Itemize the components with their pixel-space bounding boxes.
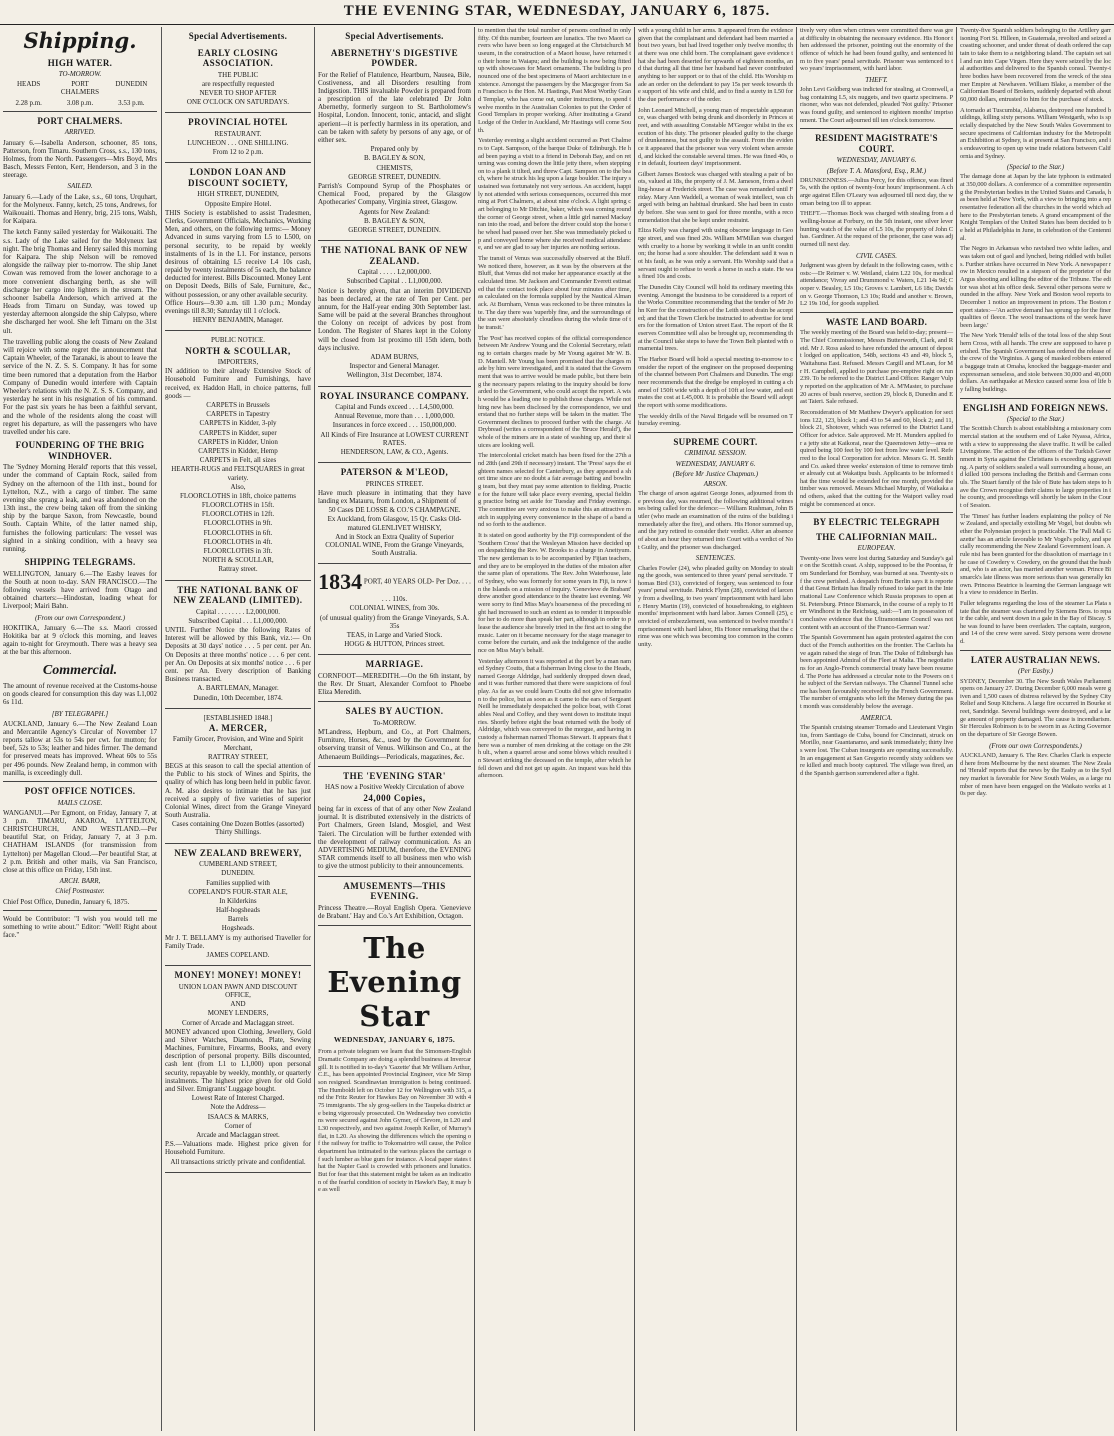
marriage-notice [318, 655, 471, 702]
ad-line: MONEY LENDERS, [207, 1009, 269, 1018]
ad-line: Subscribed Capital . . . L1,000,000. [188, 616, 288, 625]
special-note: (Special to the Star.) [1006, 163, 1065, 172]
divider [3, 781, 157, 782]
ad-line: Corner of [224, 1121, 252, 1130]
ad-national-bank-dividend [318, 241, 471, 386]
ad-line: RESTAURANT. [214, 129, 262, 138]
telegraph-text: The Spanish cruising steamer Tornado and Lieutenant Virginius, from Santiago de Cuba, bound for Cincinnati, struck on Morillo, near Guantanamo, and sank immediately; thirty lives were lost. The Cuban insurgents are operating successfully. In an engagement at San Gregorio recently sixty soldiers were killed and much booty captured. The village was fired, and the Spanish garrison surrendered after a fight. [800, 723, 953, 777]
ad-line: Subscribed Capital . . L1,000,000. [346, 277, 443, 286]
carpet-item: CARPETS in Kidder, Hemp [198, 446, 278, 455]
mails-close-label: MAILS CLOSE. [57, 798, 103, 807]
ad-title: NEW ZEALAND BREWERY, [174, 847, 302, 858]
ad-line: 50 Cases DE LOSSE & CO.'S CHAMPAGNE. [328, 506, 461, 515]
news-paragraph: The Dunedin City Council will hold its ordinary meeting this evening. Amongst the business to be considered is a report of the Works Committee recommending that the tender of Mr John Kerr for the construction of the Leith street drain be accepted; and that the Town Clerk be instructed to advertise for tenders for the formation of Union street East. The report of the Reserves Committee will also be brought up, recommending that the Council take steps to have the Town Belt planted with ornamental trees. [638, 284, 793, 353]
foreign-news-text: The Scottish Church is about establishing a missionary commercial station at the southern end of Lake Nyassa, Africa, with a view to suppressing the slave traffic. It will be called Livingstone. The action of the officers of the Turkish Government in Syria against the Christians is exceeding aggravating. A party of soldiers sealed a wall surrounding a house, and killed 100 persons including the British and German consuls. The Stuart family of the Isle of Bute has taken steps to have the Crown recognise their claims to large properties in the county, and proceedings will shortly be taken in the Court of Session. [960, 425, 1111, 509]
ad-signature: HOGG & HUTTON, Princes street. [344, 640, 445, 649]
ad-line: UNION LOAN PAWN AND DISCOUNT OFFICE, [178, 982, 298, 999]
divider [800, 312, 953, 313]
carpet-item: CARPETS in Felt, all sizes [199, 456, 277, 465]
ad-body: Parrish's Compound Syrup of the Phosphates or Chemical Food, prepared by the Glasgow Apothecaries' Company, Virginia street, Glasgow. [318, 181, 471, 207]
ad-line: Prepared only by [370, 145, 419, 154]
news-paragraph: Gilbert James Bostock was charged with stealing a pair of boots, valued at 18s, the property of J. M. Jameson, from a dwelling-house at Frederick street. The case was remanded until Friday. Mary Ann Waddell, a woman of weak intellect, was charged with being an habitual drunkard. She had been in custody before. She was sent to gaol for three months, with a recommendation that she be kept under restraint. [638, 170, 793, 224]
ad-union-loan [165, 966, 311, 1172]
floorcloth-item: FLOORCLOTHS in 18ft, choice patterns [179, 491, 297, 500]
divider [3, 910, 157, 911]
ad-line: DUNEDIN. [221, 869, 255, 878]
hokitika-text: HOKITIKA, January 6.—The s.s. Maori crossed Hokitika bar at 9 o'clock this morning, and leaves again to-night for Greymouth. There was a heavy sea at the bar this afternoon. [3, 623, 157, 657]
tide-head: HEADS [16, 80, 41, 89]
ad-title: THE NATIONAL BANK OF NEW ZEALAND. [320, 245, 469, 266]
telegraph-text: The New York 'Herald' tells of the total loss of the ship Southern Cross, with all hands. The crew are supposed to have perished. The Spanish Government has ordered the release of the crew of the Virginius. A gang of masked robbers entered a baggage train at Omaha, knocked the baggage-master and expressman senseless, and stole between 30,000 and 40,000 dollars. An earthquake at Mexico caused some loss of life by falling buildings. [960, 332, 1111, 394]
ad-line: NEVER TO SHOP AFTER [199, 88, 277, 97]
later-australian-heading: LATER AUSTRALIAN NEWS. [970, 654, 1101, 665]
news-paragraph: The 'Post' has received copies of the official correspondence between Mr Andrew Young and the Colonial Secretary, relating to certain charges made by Mr Young against Mr W. B. D. Mantell. Mr Young has been promised that the charges made by him were investigated, and it is stated that the Government that was to arrive would be made public, but there being the necessary papers relating to the inquiry should be forwarded to the Government, who could accept the report. A wish would be a leading one to publish those charges. While nothing new has been disclosed by the correspondence, we understand that no further steps will be taken in the matter. The Government declines to proceed further with the charge. At Drybread (writes a correspondent of the 'Bruce Herald'), the whole of the miners are in a state of washing up, and their sluices are looking well. [478, 334, 631, 449]
ad-title: ABERNETHY'S DIGESTIVE POWDER. [330, 47, 459, 69]
ad-body: For the Relief of Flatulence, Heartburn, Nausea, Bile, Costiveness, and all Disorders resulting from Indigestion. THIS invaluable Powder is prepared from a prescription of the late celebrated Dr John Abernethy, formerly surgeon to St. Bartholomew's Hospital, London. Innocent, tonic, antacid, and slight aperient—it is perfectly harmless in its operation, and can be taken with safety by persons of any age, or of either sex. [318, 70, 471, 145]
ad-line: [ESTABLISHED 1848.] [203, 713, 273, 722]
ad-body: P.S.—Valuations made. Highest price given for Household Furniture. [165, 1140, 311, 1157]
postmaster-name: ARCH. BARR, [59, 877, 101, 886]
divider [638, 432, 793, 433]
court-before: (Before Mr Justice Chapman.) [672, 469, 759, 478]
ad-body: Office Hours—9.30 a.m. till 1.30 p.m.; Monday evenings till 8.30; Saturday till 1 o'clock. [165, 298, 311, 316]
tide-table-heads [3, 80, 157, 96]
ad-line: CHEMISTS, [376, 163, 413, 172]
telegraph-text: Twenty-one lives were lost during Saturday and Sunday's gale on the Scottish coast. A ship, supposed to be the Poonisa, from Sunderland for Bombay, was burned at sea. Twenty-six of the crew perished. A despatch from Berlin says it is reported that Great Britain has finally refused to take part in the International Law Conference which Russia proposes to open at St. Petersburg. Prince Bismarck, in the course of a reply to Herr Windhorst in the Reichstag, said:—'I am in possession of conclusive evidence that the Ultramontane Council was not content with an account of the Franco-German war.' [800, 554, 953, 631]
ad-body: M'Landress, Hepburn, and Co., at Port Chalmers, Furniture, Horses, &c., used by the Government for observing transit of Venus. Wilkinson and Co., at the Athenaeum Buildings—Periodicals, magazines, &c. [318, 728, 471, 761]
ad-title: EARLY CLOSING ASSOCIATION. [197, 47, 279, 69]
ad-line: Capital . . . . . . . . L2,000,000. [196, 607, 280, 616]
ad-line: And in Stock an Extra Quality of Superior COLONIAL WINE, From the Grange Vineyards, South Australia. [325, 532, 464, 558]
ad-abernethy [318, 44, 471, 242]
news-paragraph: The weekly drills of the Naval Brigade will be resumed on Thursday evening. [638, 412, 793, 428]
foundering-text: The 'Sydney Morning Herald' reports that this vessel, under the command of Captain Rock, sailed from Sydney on the afternoon of the 11th inst., bound for Lyttelton, N.Z., with a cargo of timber. The same evening she sprang a leak, and was abandoned on the 13th inst., the crew being taken off from the sinking ship by the barque Saxon, from Newcastle, bound South. Captain White, of the latter named ship, furnishes the following particulars: The vessel was sighted in a sinking condition, with a heavy sea running. [3, 463, 157, 553]
ad-hogg-hutton [318, 564, 471, 655]
special-note: (Special to the Star.) [1006, 415, 1065, 424]
ad-line: COPELAND'S FOUR-STAR ALE, [188, 887, 288, 896]
telegraph-text: The Spanish Government has again protested against the conduct of the French authorities on the frontier. The Carlists have again raised the siege of Irun. The Duke of Edinburgh has been appointed Admiral of the Fleet at Malta. The negotiations for an Anglo-French commercial treaty have been resumed. The Porte has addressed a circular note to the Powers on the subject of the Servian railways. The Channel Tunnel scheme has been favourably received by the French Government. The number of emigrants who left the Mersey during the past month was considerably below the average. [800, 634, 953, 711]
court-report: tively very often when crimes were committed there was great difficulty in obtaining the necessary evidence. His Honor then addressed the prisoner, pointing out the enormity of the offence of which he had been found guilty, and sentenced him to five years' penal servitude. Prisoner was sentenced to two years' imprisonment, with hard labor. [800, 27, 953, 73]
ad-signature: B. BAGLEY & SON, [364, 216, 425, 225]
ad-line: PUBLIC NOTICE. [210, 336, 266, 345]
court-report: Charles Fowler (24), who pleaded guilty on Monday to stealing the goods, was sentenced to three years' penal servitude. Thomas Bird (31), convicted of forgery, was sentenced to four years' penal servitude. Patrick Flynn (28), convicted of larceny from a dwelling, to two years' imprisonment with hard labor. Henry Martin (19), convicted of housebreaking, to eighteen months' imprisonment with hard labor. James Connell (25), convicted of embezzlement, was sentenced to twelve months' imprisonment with hard labor, His Honor remarking that the crime was one which was becoming too common in the community. [638, 564, 793, 649]
foreign-news-text: Fuller telegrams regarding the loss of the steamer La Plata state that the steamer was chartered by Siemens Bros. to repair the cable, and went down in a gale in the Bay of Biscay. She was found to have been overladen. The captain, surgeon, and 14 of the crew were saved. Sixty persons were drowned. [960, 599, 1111, 646]
america-heading: AMERICA. [860, 713, 893, 722]
ad-line: Families supplied with [206, 878, 270, 887]
floorcloth-item: FLOORCLOTHS in 12ft. [201, 510, 275, 519]
floorcloth-item: FLOORCLOTHS in 3ft. [203, 547, 273, 556]
ad-signature: HENRY BENJAMIN, Manager. [192, 316, 284, 325]
ad-title: A. MERCER, [208, 722, 268, 733]
ad-line: PRINCES STREET. [365, 479, 424, 488]
special-ads-heading: Special Advertisements. [188, 31, 288, 41]
civil-cases-heading: CIVIL CASES. [855, 251, 898, 260]
commercial-heading: Commercial. [42, 662, 118, 678]
column-advertisements-editorial [315, 27, 474, 1431]
high-water-heading: HIGH WATER. [47, 57, 113, 68]
telegraph-text: The Negro in Arkansas who ravished two white ladies, and was taken out of gaol and lynched, being riddled with bullets. Further strikes have occurred in New York. A newspaper row in Mexico resulted in a stepson of the proprietor of the Argus shooting and killing the editor of the Tribune. The editor was shot at his office desk. Several other persons were wounded in the affray. New York and Boston wool reports to December 1 notice an improvement in prices. The Boston report states:—'An active demand has sprung up for the finer qualities of fleece. The wool transactions of the week have been large.' [960, 245, 1111, 329]
ad-line: Capital and Funds exceed . . . L4,500,000. [335, 403, 454, 412]
ad-line: RATTRAY STREET, [207, 752, 269, 761]
tide-table-times [3, 99, 157, 107]
ad-evening-star-circulation [318, 767, 471, 877]
divider [960, 650, 1111, 651]
ad-line: Rattray street. [218, 565, 258, 574]
ad-signature: ADAM BURNS, [370, 353, 419, 362]
ad-title: NORTH & SCOULLAR, [185, 345, 291, 356]
ad-body: THIS Society is established to assist Tradesmen, Clerks, Government Officials, Mechanics, Working Men, and others, on the following terms:— Money Advanced in sums varying from L5 to L500, on personal security, to be repaid by weekly instalments of 1s in the L1. For instance, persons desirous of obtaining L5 receive L4 10s cash, repaid by twenty instalments of 5s each, the balance deducted for interest. Bills Discounted. Money Lent on Deposit Deeds, Bills of Sale, Furniture, &c., without possession, or any other available security. [165, 208, 311, 299]
ad-title: SALES BY AUCTION. [345, 706, 444, 717]
ad-line: All transactions strictly private and confidential. [170, 1157, 306, 1166]
tide-time: 2.28 p.m. [15, 98, 42, 107]
post-footer: Chief Post Office, Dunedin, January 6, 1875. [3, 897, 130, 906]
court-date: WEDNESDAY, JANUARY 6. [675, 459, 756, 468]
ad-line: AND [230, 1000, 246, 1009]
per-easby-note: (Per Easby.) [1018, 667, 1053, 676]
correspondent-note: (From our own Correspondent.) [34, 613, 126, 622]
board-report: The weekly meeting of the Board was held to-day; present—The Chief Commissioner, Messrs Butterworth, Clark, and Reid. Mr J. Ross asked to have refunded the amount of deposit lodged on application, 548b, sections 43 and 49, block 5, Waitahuna East. Refused. Messrs Cargill and M'Lean, for Mr H. Campbell, applied to purchase pre-emptive right on run 239. To be referred to the District Land Officer. Ranger Vulpy reported on the application of Mr A. M'Master, to purchase 20 acres of bush reserve, section 29, block 8, Dunedin and East Taieri. Sale refused. [800, 329, 953, 406]
arson-heading: ARSON. [703, 479, 728, 488]
ad-line: (of unusual quality) from the Grange Vineyards, S.A. 35s [319, 613, 470, 630]
amusements-notice [318, 877, 471, 926]
ad-line: Arcade and Maclaggan street. [196, 1130, 280, 1139]
foundering-heading: FOUNDERING OF THE BRIG WINDHOVER. [15, 440, 145, 461]
telegrams-text: WELLINGTON, January 6.—The Easby leaves for the South at noon to-day. SAN FRANCISCO.—The following vessels have arrived from Otago and obtained charters:—Hindostan, loading wheat for Liverpool; Mairi Bahn. [3, 569, 157, 611]
ad-mercer [165, 709, 311, 844]
sailed-text: January 6.—Lady of the Lake, s.s., 60 tons, Urquhart, for the Molyneux. Fanny, ketch, 25 tons, Andrews, for Waikouaiti. Thomas and Henry, brig, 215 tons, Walsh, for Kaipara. [3, 192, 157, 226]
ad-line: Agents for New Zealand: [359, 207, 430, 216]
news-paragraph: to mention that the total number of persons confined in only fifty. Of this number, fourteen are lunatics. The two Maori carvers who have been so long engaged at the Christchurch Museum, in the construction of a Maori house, have returned to their home in Waiapu; and the building is now being fitted up with showcases for Maori ornaments. The building is pronounced one of the best specimens of Maori architecture in existence. Amongst the passengers by the Macgregor from San Francisco is the Hon. M. Hastings, Past Most Worthy Grand Templar, who has come out, under instructions, to spend twelve months in the Australian Colonies to put the Order of Good Templars in proper working. After instituting a Grand Lodge of the Order in Auckland, Mr Hastings will come South. [478, 27, 631, 134]
ad-line: Insurances in force exceed . . . 150,000,000. [332, 421, 457, 430]
ad-line: Inspector and General Manager. [349, 362, 440, 371]
ad-loan-society [165, 163, 311, 331]
ad-line [318, 569, 471, 603]
masthead-title: THE EVENING STAR, WEDNESDAY, JANUARY 6, 1875. [343, 3, 771, 20]
ad-line: TEAS, in Large and Varied Stock. [346, 630, 443, 639]
court-report: John Levi Goldberg was indicted for stealing, at Cromwell, a bag containing L5, six nuggets, and two quartz specimens. Prisoner, who was not defended, pleaded 'Not guilty.' Prisoner was found guilty, and sentenced to eighteen months' imprisonment. The Court adjourned till ten o'clock tomorrow. [800, 86, 953, 124]
ad-signature: HENDERSON, LAW, & CO., Agents. [340, 448, 449, 457]
ad-signature: JAMES COPELAND. [206, 951, 270, 960]
port-heading: PORT CHALMERS. [37, 115, 123, 126]
telegraph-note: [BY TELEGRAPH.] [51, 709, 109, 718]
arrived-text: January 6.—Isabella Anderson, schooner, 85 tons, Patterson, from Timaru. Southern Cross, s.s., 130 tons, Holmes, from the North. Passengers—Mrs Boyd, Mrs Basch, Messrs Fenton, Kerr, Henderson, and 3 in the steerage. [3, 138, 157, 180]
postmaster-title: Chief Postmaster. [55, 887, 105, 896]
carpet-item: CARPETS in Kidder, super [199, 428, 277, 437]
telegrams-heading: SHIPPING TELEGRAMS. [24, 557, 136, 568]
ad-body: IN addition to their already Extensive Stock of Household Furniture and Furnishings, have received, ex Haddon Hall, in choice patterns, full goods — [165, 367, 311, 400]
ad-brewery [165, 844, 311, 967]
ad-body: Notice is hereby given, that an interim DIVIDEND has been declared, at the rate of Ten per Cent. per annum, for the Half-year ending 30th September last. Same will be paid at the several Branches throughout the Colony on receipt of advices by post from London. The Register of Shares kept in the Colony will be closed from 1st proximo till 15th idem, both days inclusive. [318, 286, 471, 352]
rm-court-heading: RESIDENT MAGISTRATE'S COURT. [815, 133, 938, 154]
ad-line: Note the Address— [210, 1103, 266, 1112]
ad-signature: B. BAGLEY & SON, [364, 154, 425, 163]
special-ads-heading: Special Advertisements. [345, 31, 444, 41]
ad-early-closing [165, 44, 311, 114]
port-year: 1834 [318, 569, 363, 595]
carpet-item: CARPETS in Kidder, 3-ply [199, 419, 277, 428]
theft-heading: THEFT. [865, 75, 888, 84]
divider [800, 512, 953, 513]
news-paragraph: It is stated on good authority by the Fiji correspondent of the 'Southern Cross' that the Wesleyan Mission have decided upon despatching the Rev. W. Brooks to a charge in Aneityum. The new gentleman is to be accompanied by Fijian teachers, and they are to be employed in the duties of the mission after the same plan of operations. The Rev. John Waterhouse, late of Sydney, who was formerly for some years in Fiji, is now in the Islands on a mission of inquiry. 'Genevieve de Brabant' drew another good attendance to the theatre last evening. We were sorry to find Miss May's hoarseness of the preceding night had increased to such an extent as to render it impossible for her to do more than speak her part, although in order to please the audience she bravely tried in the first act to sing the music. Later on it became necessary for the stage manager to come before the curtain, and ask the indulgence of the audience on Miss May's behalf. [478, 532, 631, 654]
wit-text: Would be Contributor: "I wish you would tell me something to write about." Editor: "Well! Right about face." [3, 914, 157, 940]
ad-paterson-mleod [318, 463, 471, 564]
tide-head: DUNEDIN [115, 80, 148, 89]
ad-title: LONDON LOAN AND DISCOUNT SOCIETY, [187, 167, 289, 188]
rm-before: (Before T. A. Mansford, Esq., R.M.) [826, 166, 927, 175]
court-report: Judgment was given by default in the following cases, with costs:—Dr Reimer v. W. Weiland, claim L22 10s, for medical attendance; Vivray and Drummond v. Waters, L21 14s 9d; Cooper v. Beasley, L5 10s; Groves v. Lambert, L6 18s; Davidson v. George Thomson, L3 10s; Rudd and another v. Brown, L2 19s 10d, for goods supplied. [800, 261, 953, 308]
correspondents-note: (From our own Correspondents.) [989, 741, 1082, 750]
port-text: PORT, 40 YEARS OLD- Per Doz. . . . . . . 110s. [363, 577, 471, 604]
ad-title: THE 'EVENING STAR' [343, 770, 446, 781]
ad-royal-insurance [318, 387, 471, 464]
ad-line: Capital . . . . . L2,000,000. [357, 268, 432, 277]
ad-title: MONEY! MONEY! MONEY! [174, 970, 302, 981]
divider [3, 111, 157, 112]
ad-title: MARRIAGE. [365, 659, 424, 670]
news-paragraph: The transit of Venus was successfully observed at the Bluff. We noticed there, however, as it was by the observers at the Bluff, that Venus did not make her appearance exactly at the calculated time. Mr Jackson and Commander Everett estimated that the contact took place about four minutes after time, as calculated on the formula supplied by the Nautical Almanack. At Burnham, Venus was reckoned to be three minutes late. The day there was 'superbly fine, and the surroundings of the sun were absolutely cloudless during the whole time of the transit.' [478, 255, 631, 331]
post-office-text: WANGANUI.—Per Egmont, on Friday, January 7, at 3 p.m. TIMARU, AKAROA, LYTTELTON, CHRISTCHURCH, AND WESTLAND.—Per beautiful Star, on Friday, January 7, at 3 p.m. CHATHAM ISLANDS (for transmission from Lyttelton) per Magellan Cloud.—Per beautiful Star, at 2 p.m. British and other mails, via San Francisco, close at this office on Friday, 15th inst. [3, 808, 157, 875]
shipping-news: The ketch Fanny sailed yesterday for Waikouaiti. The s.s. Lady of the Lake sailed for the Molyneux last night. The brig Thomas and Henry sailed this morning for Kaipara. The ship Nelson will be removed alongside the railway pier to-morrow. The ship Janet Cowan was removed from the lower anchorage to a more convenient discharging berth, as she will discharge her cargo into lighters in the stream. The schooner Isabella Anderson, which arrived at the Heads from Timaru on Sunday, was towed up yesterday afternoon alongside the ship Calypso, where she discharged her wool. She left Timaru on the 31st ult. [3, 228, 157, 335]
brewery-item: Half-hogsheads [216, 906, 260, 915]
news-paragraph: John Leonard Mitchell, a young man of respectable appearance, was charged with being drunk and disorderly in Princes street, and with assaulting Constable M'Gregor whilst in the execution of his duty. The prisoner pleaded guilty to the charge of drunkenness, but not guilty to the assault. From the evidence it appeared that the prisoner was very violent when arrested, and kicked the constable several times. He was fined 40s, or in default, fourteen days' imprisonment. [638, 106, 793, 168]
sentences-heading: SENTENCES. [695, 554, 736, 563]
floorcloth-item: FLOORCLOTHS in 15ft. [201, 501, 275, 510]
column-foreign-news [957, 27, 1114, 1431]
ad-line: LUNCHEON . . . ONE SHILLING. [187, 139, 289, 147]
commercial-text: The amount of revenue received at the Customs-house on goods cleared for consumption this day was L1,002 6s 11d. [3, 681, 157, 707]
ad-body: Mr J. T. BELLAMY is my authorised Traveller for Family Trade. [165, 933, 311, 950]
foreign-news-text: The 'Times' has further leaders explaining the policy of New Zealand, and specially extolling Mr Vogel, but doubts whether the Polynesian project is practicable. The 'Pall Mall Gazette' has an article favorable to Mr Vogel's policy, and specially recommending the New Zealand Government loan. A rule nisi has been granted for the dissolution of marriage in the case of Cowdery v. Cowdery, on the ground that the husband, who is an actor, has married another woman. Prince Bismarck's late illness was more serious than was generally known. Princess Beatrice is learning the German language with a view to residence in Berlin. [960, 512, 1111, 597]
edition-date: WEDNESDAY, JANUARY 6, 1875. [333, 1034, 456, 1044]
brewery-item: Hogsheads. [221, 924, 255, 933]
floorcloth-item: FLOORCLOTHS in 9ft. [203, 519, 273, 528]
ad-title: PROVINCIAL HOTEL [188, 117, 288, 128]
ad-north-scoullar [165, 331, 311, 580]
carpet-item: HEARTH-RUGS and FELTSQUARES in great variety. [171, 465, 305, 482]
ad-line: GEORGE STREET, DUNEDIN. [348, 172, 441, 181]
ad-line: Annual Revenue, more than . . . 1,000,000. [334, 412, 455, 421]
ad-signature: NORTH & SCOULLAR, [202, 556, 274, 565]
californian-mail-heading: THE CALIFORNIAN MAIL. [815, 531, 938, 542]
floorcloth-item: FLOORCLOTHS in 4ft. [203, 537, 273, 546]
column-shipping [0, 27, 160, 1431]
ad-line: IMPORTERS, [217, 358, 259, 367]
news-paragraph: with a young child in her arms. It appeared from the evidence given that the complainant and defendant had been married about two years, but had lived together only twelve months; that there was one child born. The complainant gave evidence that she had been deserted for upwards of eighteen months, and that during all that time her husband had never contributed anything to her support or to that of the child. His Worship made an order on the defendant to pay 15s per week towards the support of his wife and child, and to find a surety in L50 for the due performance of the order. [638, 27, 793, 103]
carpet-item: CARPETS in Tapestry [206, 410, 270, 419]
news-paragraph: Yesterday afternoon it was reported at the port by a man named Sydney Coutts, that a fisherman living close to the Heads, named George Aldridge, had suddenly dropped down dead, and it was further rumored that there were suspicions of foul play. As far as we could learn Coutts did not give information to the police, but as soon as it came to the ears of Sergeant Neill he immediately despatched the police boat, with Constables Neal and Coffey, and they went down to institute inquiries. Shortly before eight the boat returned with the body of Aldridge, which was conveyed to the morgue, and having in custody a fisherman named Thomas Stewart. It appears that there was a number of men drinking at the cottage on the 29th ult., when a quarrel arose and some blows which resulted in Stewart striking the deceased on the temple, after which he fell down and did not get up again. An inquest was held this afternoon. [478, 657, 631, 780]
court-report: DRUNKENNESS.—Julius Percy, for this offence, was fined 5s, with the option of twenty-four hours' imprisonment. A charge against Ellen O'Leary was adjourned till next day, the woman being too ill to appear. [800, 176, 953, 207]
divider [960, 398, 1111, 399]
ad-line: HIGH STREET, DUNEDIN, [197, 190, 279, 199]
supreme-court-heading: SUPREME COURT. [673, 436, 758, 447]
sales-by-auction [318, 702, 471, 766]
carpet-item: CARPETS in Kidder, Union [198, 437, 278, 446]
ad-body: UNTIL Further Notice the following Rates of Interest will be allowed by this Bank, viz.:— On Deposits at 30 days' notice . . . 5 per cent. per An. On Deposits at three months' notice . . . 6 per cent. per An. On Deposits at six months' notice . . . 6 per cent. per An. Every description of Banking Business transacted. [165, 626, 311, 684]
ad-title: ROYAL INSURANCE COMPANY. [320, 390, 469, 401]
masthead [0, 0, 1114, 25]
ad-title: THE NATIONAL BANK OF NEW ZEALAND (LIMITED). [173, 584, 303, 606]
column-advertisements [162, 27, 314, 1431]
divider [800, 128, 953, 129]
tide-time: 3.53 p.m. [118, 98, 145, 107]
ad-body: MONEY advanced upon Clothing, Jewellery, Gold and Silver Watches, Diamonds, Plate, Sewing Machines, Furniture, Firearms, Books, and every description of personal property. Bills discounted, cash lent (from L1 to L1,000) upon personal security, repayable by weekly, monthly, or quarterly instalments. The highest price given for old Gold and Silver. Emigrants' Luggage bought. [165, 1027, 311, 1093]
ad-body: CORNFOOT—MEREDITH.—On the 6th instant, by the Rev. Dr Stuart, Alexander Cornfoot to Phoebe Eliza Meredith. [318, 671, 471, 697]
ad-line: THE PUBLIC [217, 70, 259, 79]
news-paragraph: The intercolonial cricket match has been fixed for the 27th and 28th (and 29th if necessary) instant. The 'Press' says the eighteen names selected for Canterbury, as they appeared a short time since are no doubt a fair average batting and bowling team, but they must pay some attention to fielding. Practice for the future will take place every evening, special fielding practice being set aside for Tuesday and Friday evenings. The committee are very anxious to make this an attractive match in supplying every convenience in the shape of a band and so forth to the audience. [478, 452, 631, 529]
ad-national-bank [165, 581, 311, 709]
post-office-heading: POST OFFICE NOTICES. [24, 786, 136, 797]
ad-body: BEGS at this season to call the special attention of the Public to his stock of Wines and Spirits, the quality of which has long been held in public favor. A. M. also desires to intimate that he has just received a supply of five varieties of superior Colonial Wines, direct from the Grange Vineyard South Australia. [165, 761, 311, 820]
sailed-heading: SAILED. [67, 182, 93, 191]
ad-provincial-hotel [165, 113, 311, 163]
ad-line: Family Grocer, Provision, and Wine and Spirit Merchant, [172, 735, 304, 752]
ad-line: Wellington, 31st December, 1874. [346, 371, 443, 380]
ad-line: Ex Auckland, from Glasgow, 15 Qr. Casks Old-matured GLENLIVET WHISKY, [327, 515, 462, 532]
ad-line: CUMBERLAND STREET, [199, 860, 277, 869]
ad-signature: A. BARTLEMAN, Manager. [197, 684, 279, 693]
brewery-item: Barrels [227, 915, 249, 924]
ad-line: Also, [230, 482, 246, 491]
carpet-item: CARPETS in Brussels [206, 401, 270, 410]
english-foreign-heading: ENGLISH AND FOREIGN NEWS. [962, 402, 1109, 413]
column-court-news [635, 27, 796, 1431]
ad-line: To-MORROW. [372, 718, 416, 727]
news-paragraph: The Harbor Board will hold a special meeting to-morrow to consider the report of the engineer on the proposed deepening of the channel between Port Chalmers and Dunedin. The engineer recommends that the dredge be employed in cutting a channel of 150ft wide with a depth of 10ft at low water, and estimates the cost at L45,000. It is probable the Board will adopt the report with some modifications. [638, 355, 793, 409]
brewery-item: In Kilderkins [219, 896, 257, 905]
ad-body: Have much pleasure in intimating that they have landing ex Matauru, from London, a Shipment of [318, 488, 471, 506]
ad-line: Lowest Rate of Interest Charged. [191, 1094, 285, 1103]
ad-line: Opposite Empire Hotel. [204, 199, 272, 208]
tomorrow-label: TO-MORROW. [58, 70, 102, 79]
ad-body: Princess Theatre.—Royal English Opera. 'Genevieve de Brabant.' Hay and Co.'s Art Exhibition, Octagon. [318, 903, 471, 920]
column-magistrates-telegraph [797, 27, 956, 1431]
ad-signature: ISAACS & MARKS, [207, 1112, 269, 1121]
ad-line: COLONIAL WINES, from 30s. [349, 604, 440, 613]
news-paragraph: Yesterday evening a slight accident occurred as Port Chalmers to Capt. Sampson, of the barque Duke of Edinburgh. He had been paying a visit to a friend in Deborah Bay, and on returning was coming down the little jetty there, when stepping on to a plank it tilted, and threw Capt. Sampson on to the beach, where he struck his leg upon a large boulder. The injury sustained was fortunately not very serious. An accident, happily not attended with serious consequences, occurred this morning at Port Chalmers, at about nine o'clock. A light spring cart belonging to Mr Ditchie, baker, which was coming round the corner of George street, when a little girl named Mackay ran into the road, and before the driver could stop the horse the wheel had passed over her. She was immediately picked up and conveyed home where she received medical attendance, and we are glad to say her injuries are nothing serious. [478, 137, 631, 252]
ad-body: being far in excess of that of any other New Zealand journal. It is distributed extensively in the districts of Port Chalmers, Green Island, Mosgiel, and West Taieri. The Circulation will be further extended with the development of railway communication. As an ADVERTISING MEDIUM, therefore, the EVENING STAR commends itself to all business men who wish to give the utmost publicity to their announcements. [318, 805, 471, 871]
editorial-text: From a private telegram we learn that the Simonsen-English Dramatic Company are doing a splendid business at Invercargill. It is notified in to-day's 'Gazette' that Mr William Arthur, C.E., has been appointed Provincial Engineer, vice Mr Simpson resigned. Scandinavian immigration is being continued. The Humboldt left on October 12 for Wellington with 315, and the Fritz Reuter for Hawkes Bay on November 30 with 475 immigrants. The sly grog-sellers in the Taupeka district are being vigorously prosecuted. On Wednesday two convictions were secured against John Gymer, of Clevore, in L20 and L30 respectively, and two against Joseph Keller, of Murray's flat, in L20. As showing the differences which the opening of the railway for traffic to Tokomairiro will cause, the Police department has intimated to the various places the carriage of such lumber as blue gum for instance. A local paper states that the Napier Gaol is crowded with prisoners and lunatics. But for fear that this statement might be taken as an indication of the fearful condition of society in Hawke's Bay, it may be as well [318, 1048, 471, 1194]
ad-line: From 12 to 2 p.m. [212, 148, 264, 157]
telegraph-text: Twenty-five Spanish soldiers belonging to the Artillery garrisoning Fort St. Hilleen, in Guatemala, revolted and seized a coasting schooner, and under threat of death ordered the captain to take them to a neighboring island. The captain set sail and ran into Cape Virgen. Here they were seized by the local authorities and delivered to the Spanish consul. Twenty-three bodies have been recovered from the wreck of the steamer Empire at Newhaven. William Blake, a member of the Californian Board of Brokers, suddenly departed with about 60,000 dollars, entrusted to him for the purchase of stock. [960, 27, 1111, 103]
auckland-text: AUCKLAND, January 6.—The New Zealand Loan and Mercantile Agency's Circular of November 17 reports tallow at 53s to 54s per cwt. for mutton; for beef, 52s to 53s; leather and hides firmer. The demand for preserved meats has improved. Wheat 60s to 55s per 496 pounds. New Zealand hemp, in common with manilla, is exceedingly dull. [3, 719, 157, 777]
court-report: The charge of arson against George Jones, adjourned from the previous day, was resumed, the following additional witnesses being called for the defence:— William Rushman, John Butler (who made an examination of the ruins of the building immediately after the fire), and others. His Honor summed up, and the jury retired to consider their verdict. After an absence of about an hour they returned into Court with a verdict of Not Guilty, and the prisoner was discharged. [638, 490, 793, 551]
shipping-heading: Shipping. [23, 28, 137, 53]
floorcloth-item: FLOORCLOTHS in 6ft. [203, 528, 273, 537]
ad-line: Dunedin, 10th December, 1874. [193, 693, 283, 702]
australian-news-text: SYDNEY, December 30. The New South Wales Parliament opens on January 27. During December 6,000 meals were given and 1,500 cases of distress relieved by the Sydney City Relief and Soup Kitchens. A large fire occurred in Bourke street, Sandridge. Several buildings were destroyed, and a large amount of property damaged. The cause is incendiarism. Sir Hercules Robinson is to be sworn in as Acting Governor on the departure of Sir George Bowen. [960, 677, 1111, 739]
telegraph-text: The damage done at Japan by the late typhoon is estimated at 350,000 dollars. A conference of a committee representing the Presbyterian bodies in the United States and Canada, has been held at New York, with a view to bringing into a representative federation all the churches in the world which adhere to the Presbyterian tenets. A grand encampment of the Knight Templars of the United States has been decided to be held at Philadelphia in June, in celebration of the Centennial. [960, 173, 1111, 242]
circulation-copies: 24,000 Copies, [363, 792, 426, 803]
european-heading: EUROPEAN. [857, 544, 896, 553]
court-report: THEFT.—Thomas Bock was charged with stealing from a dwelling-house at Forbury, on the 5th instant, one silver lever hunting watch of the value of L5 10s, the property of John Chas. Gardiner. At the request of the prisoner, the case was adjourned till next day. [800, 210, 953, 249]
criminal-session-label: CRIMINAL SESSION. [684, 449, 747, 458]
news-paragraph: Eliza Kelly was charged with using obscene language in George street, and was fined 20s. William M'Millan was charged with cruelty to a horse by working it while in an unfit condition; the horse had a sore shoulder. The defendant said it was not his fault, as he was only a servant. His Worship said that a servant ought to refuse to work a horse in such a state. He was fined 10s and costs. [638, 227, 793, 281]
ad-title: AMUSEMENTS—THIS EVENING. [343, 880, 446, 902]
waste-land-heading: WASTE LAND BOARD. [825, 316, 928, 327]
rm-date: WEDNESDAY, JANUARY 6. [836, 156, 917, 165]
telegraph-heading: BY ELECTRIC TELEGRAPH [813, 517, 940, 528]
column-local-news [475, 27, 634, 1431]
ad-line: Cases containing One Dozen Bottles (assorted) Thirty Shillings. [172, 820, 304, 837]
australian-news-text: AUCKLAND, January 6. The Rev. Charles Clark is expected here from Melbourne by the next steamer. The New Zealand 'Herald' reports that the news by the Easby as to the Sydney market is favorable for New South Wales, as a large number of men have been engaged on the Waikato works at 10s per day. [960, 751, 1111, 798]
shipping-news: The travelling public along the coasts of New Zealand will rejoice with some regret the announcement that Captain Wheeler, of the Taranaki, is about to leave the service of the N. Z. S. S. Company. It has for some time been rumored that a deputation from the Harbor Company of Dunedin would interfere with Captain Wheeler's relations with the N. Z. S. S. Company, and yesterday he sent in his resignation of his command. For the past six years he has been a faithful servant, and the whole of the residents along the coast will regret his departure, as will the passengers who have travelled under his care. [3, 337, 157, 436]
ad-line: Corner of Arcade and Maclaggan street. [182, 1018, 294, 1027]
ad-line: HAS now a Positive Weekly Circulation of above [324, 783, 465, 792]
ad-line: are respectfully requested [202, 79, 274, 88]
ad-line: GEORGE STREET, DUNEDIN. [348, 225, 441, 234]
tide-head: PORT CHALMERS [60, 80, 100, 97]
tide-time: 3.08 p.m. [66, 98, 94, 107]
board-report: Reconsideration of Mr Matthew Dwyer's application for sections 122, 123, block 1; and 43 to 54 and 60, block 2; and 11, block 21, Shotover, which was referred to the District Land Officer for advice. Sale approved. Mr H. Munders applied for a jetty site at Kaikorai, near the Queenstown Jetty—area required being 100 feet by 100 feet from low water level. Referred to the local Corporation for advice. Messrs G. H. Smith and Co. asked three weeks' extension of time to remove timber already cut at Wakatipu bush. Applicants to be informed that the time would be extended for one month, provided the timber was removed. Messrs Michael Murphy, of Waikaka and others, asked that the cutting for the Waipori valley road might be commenced at once. [800, 408, 953, 508]
ad-line: All Kinds of Fire Insurance at LOWEST CURRENT RATES. [320, 430, 469, 447]
arrived-heading: ARRIVED. [64, 128, 96, 137]
ad-title: PATERSON & M'LEOD, [340, 467, 449, 478]
newspaper-title: The Evening Star [327, 930, 462, 1033]
ad-line: ONE O'CLOCK ON SATURDAYS. [186, 98, 290, 107]
telegraph-text: A tornado at Tuscumbia, Alabama, destroyed one hundred buildings, killing sixty persons. William Westgarth, who is specially despatched by the New South Wales Government to secure specimens of Californian industry for the Metropolitan Exhibition at Sydney, is at present at San Francisco, and is endeavoring to open up wine trade relations between California and Sydney. [960, 106, 1111, 160]
